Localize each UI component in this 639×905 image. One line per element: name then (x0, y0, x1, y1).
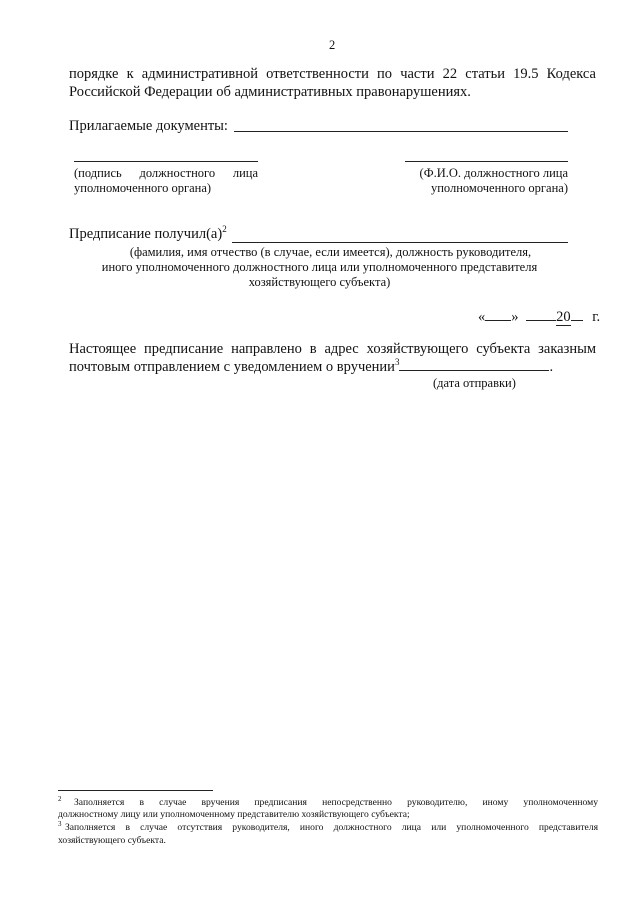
footnote-2-line-2: должностному лицу или уполномоченному представителю хозяйствующего субъекта; (58, 809, 410, 820)
received-label: Предписание $получил(а)^2$ (69, 224, 227, 242)
fio-caption-line-2: уполномоченного органа) (430, 181, 568, 195)
signature-caption-line-2: уполномоченного органа) (74, 181, 212, 195)
received-caption-line-3: хозяйствующего субъекта) (248, 275, 391, 289)
date-line: « » 20 г. (478, 309, 601, 325)
attachments-label: Прилагаемые документы: (69, 118, 228, 134)
paragraph-line-2: Российской Федерации об административных правонарушениях. (69, 84, 471, 100)
received-underline (232, 242, 568, 243)
page-number: 2 (329, 38, 336, 52)
footnote-3-line-1: $^3$ Заполняется в случае отсутствия руководителя, иного должностного лица или уполномоченного представителя (58, 820, 598, 833)
footnote-2-line-1: $^2$ Заполняется в случае вручения предписания непосредственно руководителю, иному уполномоченному (58, 795, 598, 808)
footnote-3-line-2: хозяйствующего субъекта. (58, 835, 166, 846)
footnote-ref-2: 2 (222, 224, 227, 234)
send-date-caption: (дата отправки) (433, 376, 516, 390)
paragraph-line-1: порядке к административной ответственности по части 22 статьи 19.5 Кодекса (69, 66, 596, 82)
attachments-underline (234, 131, 568, 132)
send-date-blank (399, 358, 549, 371)
month-blank (526, 308, 556, 321)
year-blank (571, 308, 583, 321)
sent-line-1: Настоящее предписание направлено в адрес хозяйствующего субъекта заказным (69, 341, 596, 357)
received-caption-line-2: иного уполномоченного должностного лица или уполномоченного представителя (101, 260, 538, 274)
footnote-ref-3: 3 (394, 357, 400, 367)
footnote-separator (58, 790, 213, 791)
fio-line (405, 161, 568, 162)
sent-line-2: почтовым отправлением с уведомлением о вручении$^3$ . (69, 357, 554, 375)
fio-caption-line-1: (Ф.И.О. должностного лица (419, 166, 568, 180)
received-caption-line-1: (фамилия, имя отчество (в случае, если имеется), должность руководителя, (129, 245, 532, 259)
signature-line (74, 161, 258, 162)
day-blank (485, 308, 511, 321)
signature-caption-line-1: (подпись должностного лица (74, 166, 258, 180)
